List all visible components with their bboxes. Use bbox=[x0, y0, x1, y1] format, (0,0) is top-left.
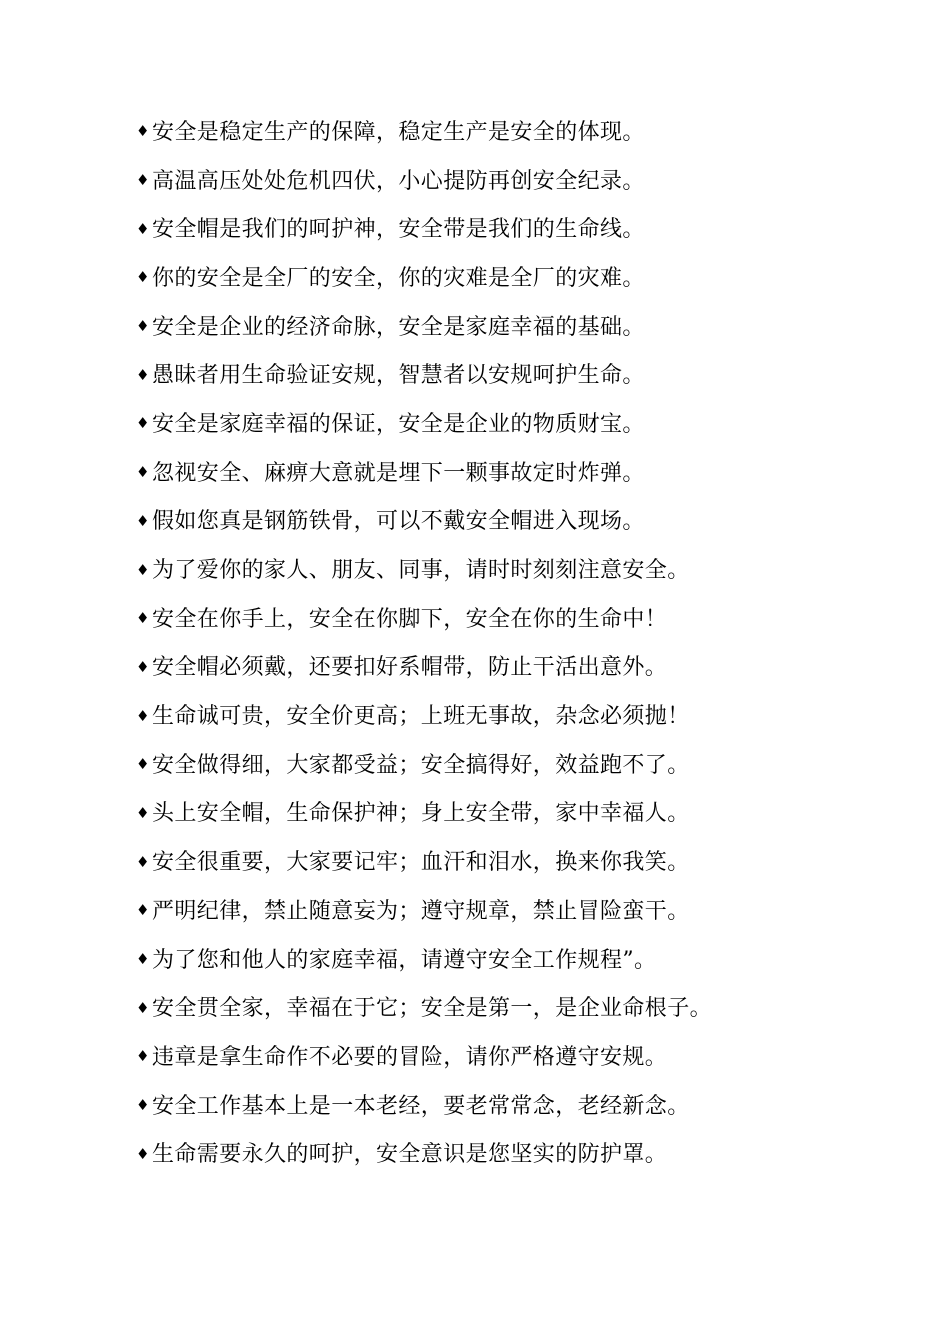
slogan-line bbox=[136, 1031, 916, 1080]
diamond-bullet-icon: ♦ bbox=[136, 122, 150, 141]
diamond-bullet-icon: ♦ bbox=[136, 998, 150, 1017]
diamond-bullet-icon: ♦ bbox=[136, 706, 150, 725]
slogan-line bbox=[136, 544, 916, 593]
slogan-text: 高温高压处处危机四伏，小心提防再创安全纪录。 bbox=[152, 168, 645, 194]
slogan-text: 愚昧者用生命验证安规，智慧者以安规呵护生命。 bbox=[152, 363, 645, 389]
diamond-bullet-icon: ♦ bbox=[136, 1096, 150, 1115]
slogan-text: 生命诚可贵，安全价更高；上班无事故，杂念必须抛！ bbox=[152, 704, 690, 730]
diamond-bullet-icon: ♦ bbox=[136, 657, 150, 676]
slogan-text: 安全贯全家，幸福在于它；安全是第一，是企业命根子。 bbox=[152, 996, 713, 1022]
slogan-line bbox=[136, 885, 916, 934]
slogan-line bbox=[136, 252, 916, 301]
slogan-line bbox=[136, 739, 916, 788]
slogan-line bbox=[136, 447, 916, 496]
diamond-bullet-icon: ♦ bbox=[136, 609, 150, 628]
diamond-bullet-icon: ♦ bbox=[136, 171, 150, 190]
slogan-line bbox=[136, 690, 916, 739]
slogan-line bbox=[136, 593, 916, 642]
slogan-text: 忽视安全、麻痹大意就是埋下一颗事故定时炸弹。 bbox=[152, 460, 645, 486]
diamond-bullet-icon: ♦ bbox=[136, 1047, 150, 1066]
slogan-text: 为了您和他人的家庭幸福，请遵守安全工作规程”。 bbox=[152, 947, 657, 973]
slogan-text: 你的安全是全厂的安全，你的灾难是全厂的灾难。 bbox=[152, 265, 645, 291]
diamond-bullet-icon: ♦ bbox=[136, 901, 150, 920]
slogan-text: 安全帽必须戴，还要扣好系帽带，防止干活出意外。 bbox=[152, 655, 668, 681]
diamond-bullet-icon: ♦ bbox=[136, 511, 150, 530]
slogan-line bbox=[136, 1128, 916, 1177]
slogan-line bbox=[136, 1080, 916, 1129]
slogan-line bbox=[136, 934, 916, 983]
slogan-line bbox=[136, 301, 916, 350]
slogan-text: 安全工作基本上是一本老经，要老常常念，老经新念。 bbox=[152, 1093, 690, 1119]
slogan-line bbox=[136, 155, 916, 204]
slogan-text: 违章是拿生命作不必要的冒险，请你严格遵守安规。 bbox=[152, 1044, 668, 1070]
slogan-line bbox=[136, 496, 916, 545]
slogan-line bbox=[136, 788, 916, 837]
diamond-bullet-icon: ♦ bbox=[136, 317, 150, 336]
slogan-text: 安全是企业的经济命脉，安全是家庭幸福的基础。 bbox=[152, 314, 645, 340]
slogan-line bbox=[136, 203, 916, 252]
slogan-text: 假如您真是钢筋铁骨，可以不戴安全帽进入现场。 bbox=[152, 509, 645, 535]
slogan-line bbox=[136, 982, 916, 1031]
slogan-line bbox=[136, 398, 916, 447]
slogan-line bbox=[136, 106, 916, 155]
diamond-bullet-icon: ♦ bbox=[136, 219, 150, 238]
diamond-bullet-icon: ♦ bbox=[136, 414, 150, 433]
slogan-text: 安全是稳定生产的保障，稳定生产是安全的体现。 bbox=[152, 119, 645, 145]
slogan-text: 安全在你手上，安全在你脚下，安全在你的生命中！ bbox=[152, 606, 668, 632]
diamond-bullet-icon: ♦ bbox=[136, 852, 150, 871]
slogan-line bbox=[136, 836, 916, 885]
slogan-line bbox=[136, 349, 916, 398]
slogan-text: 头上安全帽，生命保护神；身上安全带，家中幸福人。 bbox=[152, 801, 690, 827]
diamond-bullet-icon: ♦ bbox=[136, 803, 150, 822]
diamond-bullet-icon: ♦ bbox=[136, 755, 150, 774]
diamond-bullet-icon: ♦ bbox=[136, 268, 150, 287]
diamond-bullet-icon: ♦ bbox=[136, 1144, 150, 1163]
slogan-text: 安全做得细，大家都受益；安全搞得好，效益跑不了。 bbox=[152, 752, 690, 778]
slogan-line bbox=[136, 642, 916, 691]
slogan-text: 为了爱你的家人、朋友、同事，请时时刻刻注意安全。 bbox=[152, 558, 690, 584]
slogan-text: 安全帽是我们的呵护神，安全带是我们的生命线。 bbox=[152, 217, 645, 243]
diamond-bullet-icon: ♦ bbox=[136, 365, 150, 384]
diamond-bullet-icon: ♦ bbox=[136, 560, 150, 579]
slogan-text: 严明纪律，禁止随意妄为；遵守规章，禁止冒险蛮干。 bbox=[152, 898, 690, 924]
diamond-bullet-icon: ♦ bbox=[136, 463, 150, 482]
slogan-text: 生命需要永久的呵护，安全意识是您坚实的防护罩。 bbox=[152, 1142, 668, 1168]
slogan-text: 安全很重要，大家要记牢；血汗和泪水，换来你我笑。 bbox=[152, 850, 690, 876]
slogan-text: 安全是家庭幸福的保证，安全是企业的物质财宝。 bbox=[152, 411, 645, 437]
slogan-list bbox=[136, 106, 916, 1177]
diamond-bullet-icon: ♦ bbox=[136, 950, 150, 969]
